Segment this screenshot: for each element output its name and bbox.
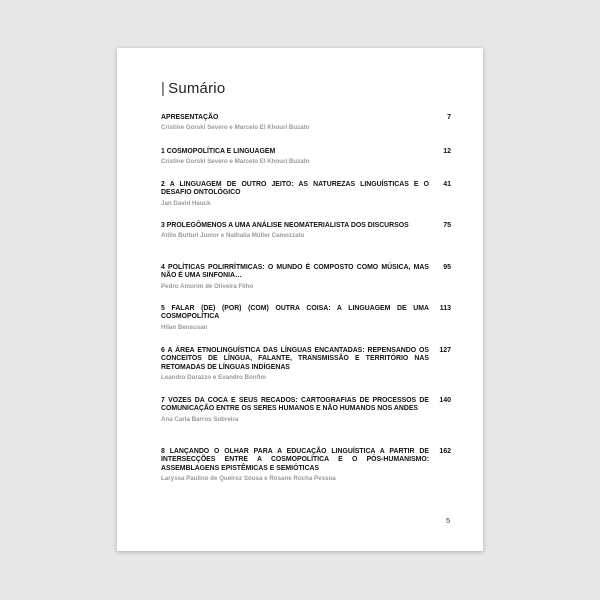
entry-title: 2 A LINGUAGEM DE OUTRO JEITO: AS NATUREZAS LINGUÍSTICAS E O DESAFIO ONTOLÓGICO bbox=[161, 181, 429, 197]
entry-page-number: 140 bbox=[439, 397, 451, 404]
toc-entry bbox=[161, 181, 451, 208]
toc-entry bbox=[161, 148, 451, 166]
entry-title: 1 COSMOPOLÍTICA E LINGUAGEM bbox=[161, 148, 276, 155]
toc-entry bbox=[161, 264, 451, 291]
entry-title: 6 A ÁREA ETNOLINGUÍSTICA DAS LÍNGUAS ENCANTADAS: REPENSANDO OS CONCEITOS DE LÍNGUA, FALANTE, TRANSMISSÃO E TERRITÓRIO NAS RETOMADAS DE LÍNGUAS INDÍGENAS bbox=[161, 347, 429, 371]
entry-author: Atilio Butturi Junior e Nathalia Müller Camozzato bbox=[161, 232, 305, 240]
toc-entry bbox=[161, 222, 451, 240]
entry-page-number: 95 bbox=[443, 264, 451, 271]
entry-author: Hilan Bensusan bbox=[161, 323, 208, 331]
entry-author: Cristine Gorski Severo e Marcelo El Khouri Buzato bbox=[161, 158, 310, 166]
entry-title: APRESENTAÇÃO bbox=[161, 114, 219, 121]
entry-title: 5 FALAR (DE) (POR) (COM) OUTRA COISA: A LINGUAGEM DE UMA COSMOPOLÍTICA bbox=[161, 305, 429, 321]
entry-page-number: 12 bbox=[443, 148, 451, 155]
entry-title: 7 VOZES DA COCA E SEUS RECADOS: CARTOGRAFIAS DE PROCESSOS DE COMUNICAÇÃO ENTRE OS SERES HUMANOS E NÃO HUMANOS NOS ANDES bbox=[161, 397, 429, 413]
entry-title: 4 POLÍTICAS POLIRRÍTMICAS: O MUNDO É COMPOSTO COMO MÚSICA, MAS NÃO É UMA SINFONIA… bbox=[161, 264, 429, 280]
toc-entry bbox=[161, 397, 451, 424]
title-text: Sumário bbox=[168, 80, 226, 97]
toc-entry bbox=[161, 305, 451, 332]
entry-author: Laryssa Paulino de Queiroz Sousa e Rosane Rocha Pessoa bbox=[161, 475, 336, 483]
title-bar: | bbox=[161, 80, 166, 97]
entry-author: Cristine Gorski Severo e Marcelo El Khouri Buzato bbox=[161, 124, 310, 132]
document-page bbox=[117, 48, 483, 551]
entry-page-number: 7 bbox=[447, 114, 451, 121]
entry-author: Pedro Amorim de Oliveira Filho bbox=[161, 282, 254, 290]
entry-author: Ana Carla Barros Sobreira bbox=[161, 415, 239, 423]
entry-page-number: 162 bbox=[439, 448, 451, 455]
entry-page-number: 127 bbox=[439, 347, 451, 354]
toc-entry bbox=[161, 347, 451, 382]
toc-entry bbox=[161, 114, 451, 132]
entry-page-number: 113 bbox=[439, 305, 451, 312]
entry-author: Jan David Hauck bbox=[161, 199, 211, 207]
entry-title: 8 LANÇANDO O OLHAR PARA A EDUCAÇÃO LINGUÍSTICA A PARTIR DE INTERSECÇÕES ENTRE A COSMOPOLÍTICA E O PÓS-HUMANISMO: ASSEMBLAGENS EPISTÊMICAS E SEMIÓTICAS bbox=[161, 448, 429, 472]
entry-author: Leandro Durazzo e Evandro Bonfim bbox=[161, 374, 266, 382]
page-number: 5 bbox=[446, 518, 450, 525]
entry-page-number: 75 bbox=[443, 222, 451, 229]
toc-entry bbox=[161, 448, 451, 483]
page-title bbox=[161, 80, 225, 97]
entry-title: 3 PROLEGÔMENOS A UMA ANÁLISE NEOMATERIALISTA DOS DISCURSOS bbox=[161, 222, 409, 229]
entry-page-number: 41 bbox=[443, 181, 451, 188]
